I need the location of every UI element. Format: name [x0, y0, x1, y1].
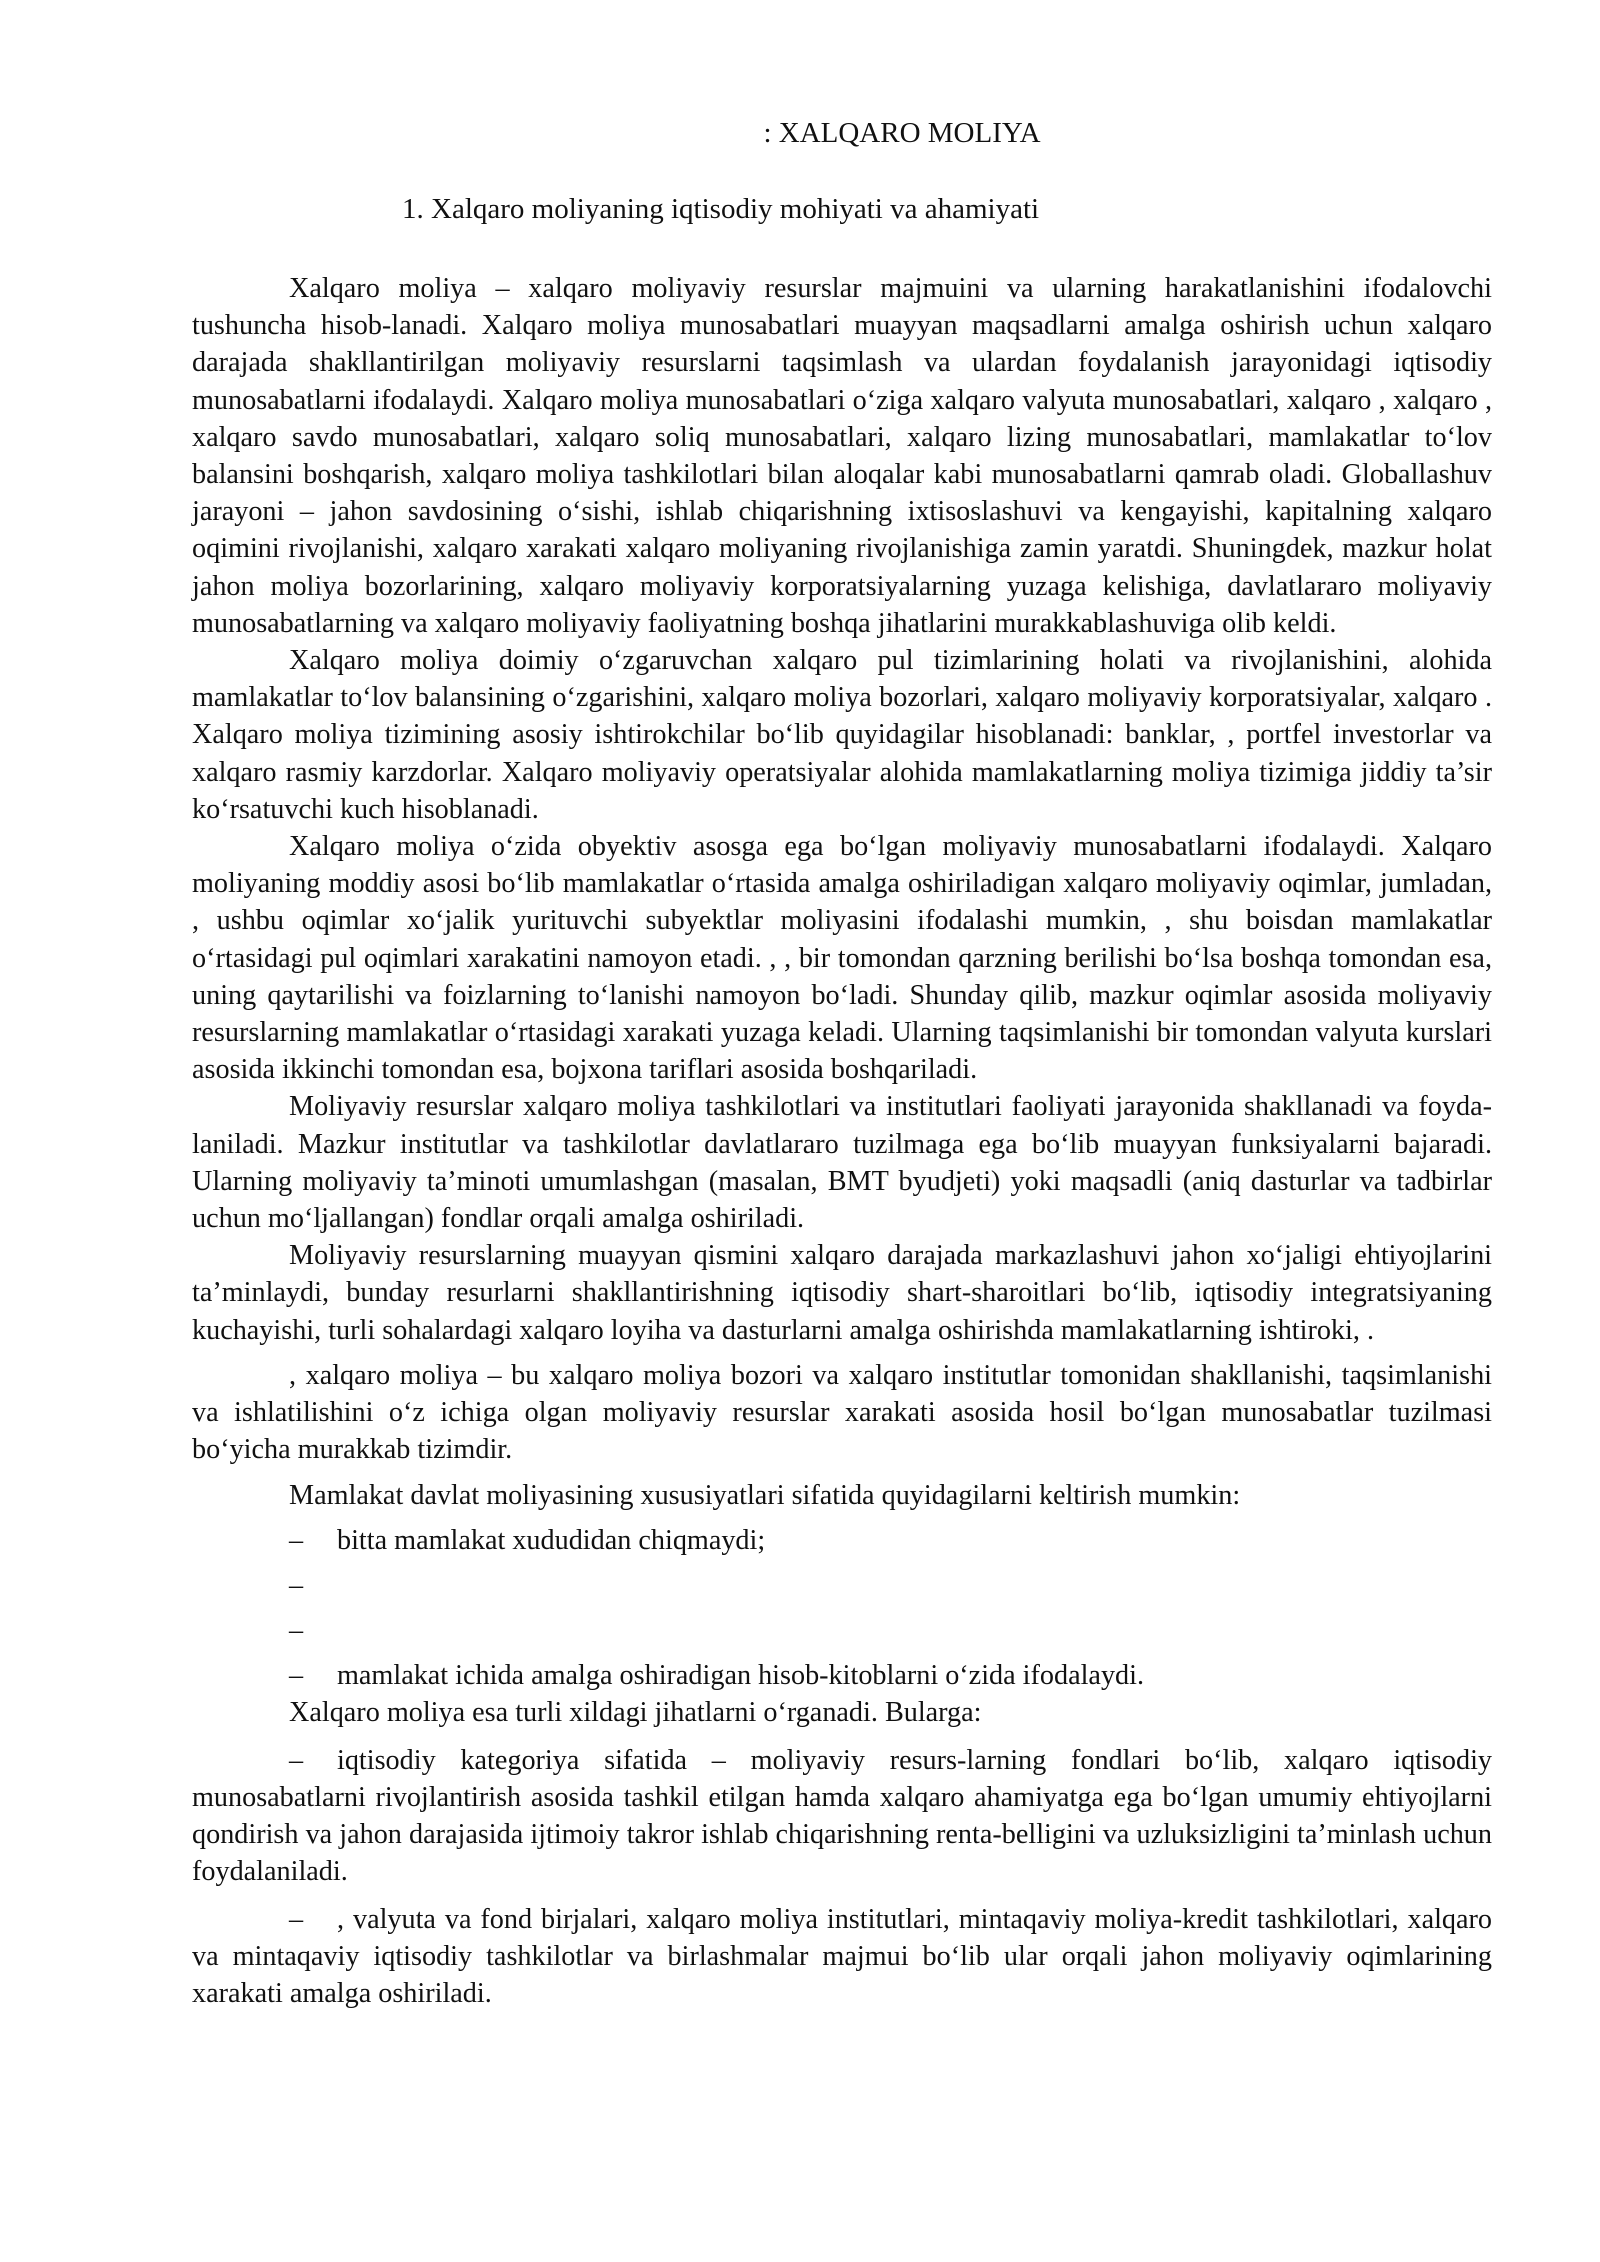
- list-item-text: mamlakat ichida amalga oshiradigan hisob-kitoblarni o‘zida ifodalaydi.: [337, 1660, 1145, 1692]
- state-finance-intro: Mamlakat davlat moliyasining xususiyatlari sifatida quyidagilarni keltirish mumkin:: [289, 1479, 1241, 1511]
- paragraph-1: Xalqaro moliya – xalqaro moliyaviy resurslar majmuini va ularning harakatlanishini ifodalovchi tushuncha hisob-lanadi. Xalqaro moliya munosabatlari muayyan maqsadlarni amalga oshirish uchun xalqaro darajada shakllantirilgan moliyaviy resurslarni taqsimlash va ulardan foydalanish jarayonidagi iqtisodiy munosabatlarni ifodalaydi. Xalqaro moliya munosabatlari o‘ziga xalqaro valyuta munosabatlari, xalqaro , xalqaro , xalqaro savdo munosabatlari, xalqaro soliq munosabatlari, xalqaro lizing munosabatlari, mamlakatlar to‘lov balansini boshqarish, xalqaro moliya tashkilotlari bilan aloqalar kabi munosabatlarni qamrab oladi. Globallashuv jarayoni – jahon savdosining o‘sishi, ishlab chiqarishning ixtisoslashuvi va kengayishi, kapitalning xalqaro oqimini rivojlanishi, xalqaro xarakati xalqaro moliyaning rivojlanishiga zamin yaratdi. Shuningdek, mazkur holat jahon moliya bozorlarining, xalqaro moliyaviy korporatsiyalarning yuzaga kelishiga, davlatlararo moliyaviy munosabatlarning va xalqaro moliyaviy faoliyatning boshqa jihatlarini murakkablashuviga olib keldi.: [192, 273, 1492, 639]
- dash-bullet-icon: –: [289, 1903, 304, 1935]
- list-item-text: iqtisodiy kategoriya sifatida – moliyaviy resurs-larning fondlari bo‘lib, xalqaro iqtisodiy munosabatlarni rivojlantirish asosida tashkil etilgan hamda xalqaro ahamiyatga ega bo‘lgan umumiy ehtiyojlarni qondirish va jahon darajasida ijtimoiy takror ishlab chiqarishning renta-belligini va uzluksizligini ta’minlash uchun foydalaniladi.: [192, 1744, 1492, 1888]
- dash-bullet-icon: –: [289, 1524, 304, 1556]
- list-item: [192, 1612, 1492, 1649]
- list-item-text: , valyuta va fond birjalari, xalqaro moliya institutlari, mintaqaviy moliya-kredit tashkilotlari, xalqaro va mintaqaviy iqtisodiy tashkilotlar va birlashmalar majmui bo‘lib ular orqali jahon moliyaviy oqimlarining xarakati amalga oshiriladi.: [192, 1903, 1492, 2009]
- list-item: [192, 1657, 1492, 1694]
- dash-bullet-icon: –: [289, 1615, 304, 1647]
- list-item-text: bitta mamlakat xududidan chiqmaydi;: [337, 1524, 766, 1556]
- section-heading: 1. Xalqaro moliyaning iqtisodiy mohiyati va ahamiyati: [402, 193, 1040, 225]
- paragraph-3: Xalqaro moliya o‘zida obyektiv asosga ega bo‘lgan moliyaviy munosabatlarni ifodalaydi. Xalqaro moliyaning moddiy asosi bo‘lib mamlakatlar o‘rtasida amalga oshiriladigan xalqaro moliyaviy oqimlar, jumladan, , ushbu oqimlar xo‘jalik yurituvchi subyektlar moliyasini ifodalashi mumkin, , shu boisdan mamlakatlar o‘rtasidagi pul oqimlari xarakatini namoyon etadi. , , bir tomondan qarzning berilishi bo‘lsa boshqa tomondan esa, uning qaytarilishi va foizlarning to‘lanishi namoyon bo‘ladi. Shunday qilib, mazkur oqimlar asosida moliyaviy resurslarning mamlakatlar o‘rtasidagi xarakati yuzaga keladi. Ularning taqsimlanishi bir tomondan valyuta kurslari asosida ikkinchi tomondan esa, bojxona tariflari asosida boshqariladi.: [192, 831, 1492, 1086]
- international-intro: Xalqaro moliya esa turli xildagi jihatlarni o‘rganadi. Bulargа:: [289, 1697, 982, 1729]
- paragraph-2: Xalqaro moliya doimiy o‘zgaruvchan xalqaro pul tizimlarining holati va rivojlanishini, alohida mamlakatlar to‘lov balansining o‘zgarishini, xalqaro moliya bozorlari, xalqaro moliyaviy korporatsiyalar, xalqaro . Xalqaro moliya tizimining asosiy ishtirokchilar bo‘lib quyidagilar hisoblanadi: banklar, , portfel investorlar va xalqaro rasmiy karzdorlar. Xalqaro moliyaviy operatsiyalar alohida mamlakatlarning moliya tizimiga jiddiy ta’sir ko‘rsatuvchi kuch hisoblanadi.: [192, 645, 1492, 825]
- dash-bullet-icon: –: [289, 1660, 304, 1692]
- list-item: [192, 1522, 1492, 1559]
- document-page: [192, 114, 1492, 2012]
- document-title: : XALQARO MOLIYA: [763, 117, 1041, 149]
- list-item: [192, 1901, 1492, 2013]
- list-item: [192, 1742, 1492, 1891]
- paragraph-6: , xalqaro moliya – bu xalqaro moliya bozori va xalqaro institutlar tomonidan shakllanishi, taqsimlanishi va ishlatilishini o‘z ichiga olgan moliyaviy resurslar xarakati asosida hosil bo‘lgan munosabatlar tuzilmasi bo‘yicha murakkab tizimdir.: [192, 1359, 1492, 1466]
- list-item: [192, 1567, 1492, 1604]
- document-body: [192, 270, 1492, 2012]
- paragraph-4: Moliyaviy resurslar xalqaro moliya tashkilotlari va institutlari faoliyati jarayonida shakllanadi va foyda-laniladi. Mazkur institutlar va tashkilotlar davlatlararo tuzilmaga ega bo‘lib muayyan funksiyalarni bajaradi. Ularning moliyaviy ta’minoti umumlashgan (masalan, BMT byudjeti) yoki maqsadli (aniq dasturlar va tadbirlar uchun mo‘ljallangan) fondlar orqali amalga oshiriladi.: [192, 1091, 1492, 1235]
- dash-bullet-icon: –: [289, 1569, 304, 1601]
- dash-bullet-icon: –: [289, 1744, 304, 1776]
- paragraph-5: Moliyaviy resurslarning muayyan qismini xalqaro darajada markazlashuvi jahon xo‘jaligi ehtiyojlarini ta’minlaydi, bunday resurlarni shakllantirishning iqtisodiy shart-sharoitlari bo‘lib, iqtisodiy integratsiyaning kuchayishi, turli sohalardagi xalqaro loyiha va dasturlarni amalga oshirishda mamlakatlarning ishtiroki, .: [192, 1240, 1492, 1346]
